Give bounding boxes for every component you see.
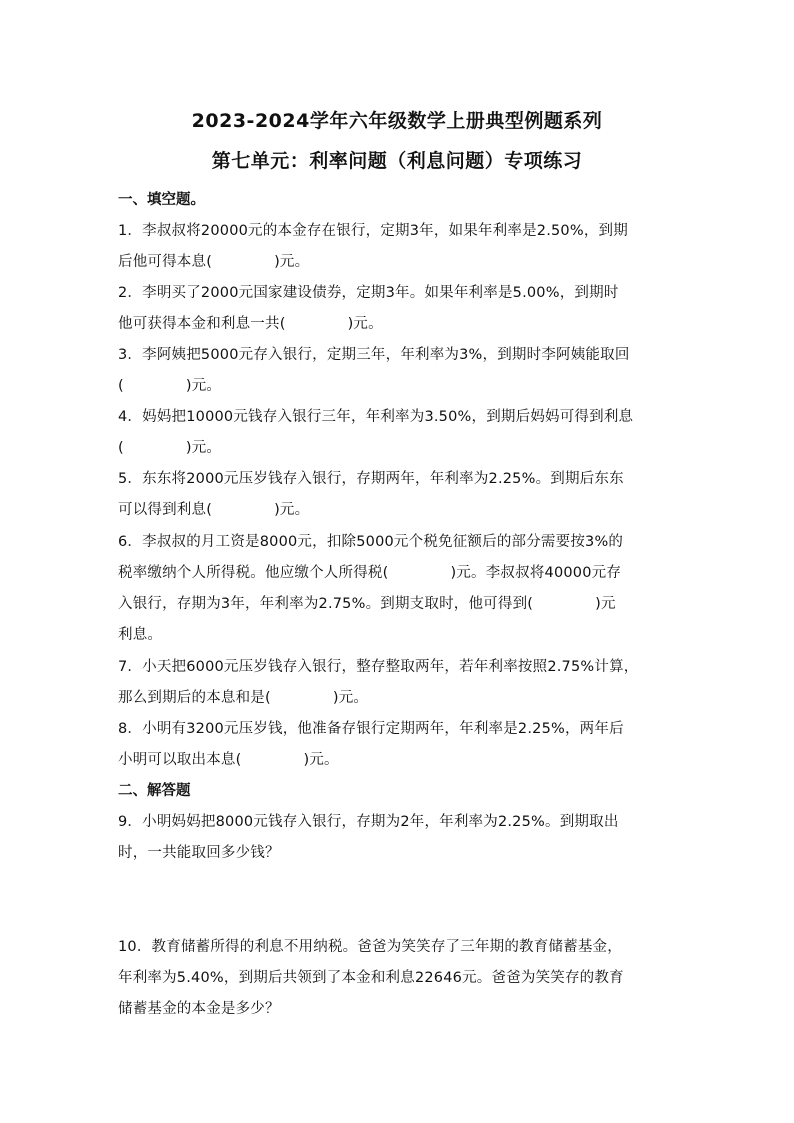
question-8-text-b: )元。: [303, 752, 339, 768]
question-2-line-1: 2．李明买了2000元国家建设债券，定期3年。如果年利率是5.00%，到期时: [118, 285, 619, 301]
question-6-line-3: [118, 592, 616, 613]
question-3-text-b: )元。: [185, 378, 222, 394]
question-6-text-b: )元。李叔叔将40000元存: [450, 565, 622, 581]
question-2-text-a: 他可获得本金和利息一共(: [118, 316, 286, 332]
question-2-line-2: [118, 312, 383, 333]
question-3-line-1: 3．李阿姨把5000元存入银行，定期三年，年利率为3%，到期时李阿姨能取回: [118, 347, 630, 363]
question-8-text-a: 小明可以取出本息(: [118, 752, 242, 768]
question-1-text-a: 后他可得本息(: [118, 254, 213, 270]
question-2-text-b: )元。: [347, 316, 383, 332]
question-7-text-a: 那么到期后的本息和是(: [118, 690, 271, 706]
question-8-line-1: 8．小明有3200元压岁钱，他准备存银行定期两年，年利率是2.25%，两年后: [118, 721, 624, 737]
question-10-line-1: 10．教育储蓄所得的利息不用纳税。爸爸为笑笑存了三年期的教育储蓄基金，: [118, 939, 622, 955]
question-5-text-b: )元。: [274, 502, 310, 518]
question-7-text-b: )元。: [332, 690, 369, 706]
question-1-line-2: [118, 250, 309, 271]
question-6-text-d: )元: [595, 596, 616, 612]
question-4-text-b: )元。: [185, 440, 222, 456]
question-4-text-a: (: [118, 440, 124, 456]
question-5-line-1: 5．东东将2000元压岁钱存入银行，存期两年，年利率为2.25%。到期后东东: [118, 471, 624, 487]
question-3-text-a: (: [118, 378, 124, 394]
question-6-text-c: 入银行，存期为3年，年利率为2.75%。到期支取时，他可得到(: [118, 596, 534, 612]
question-7-line-2: [118, 686, 368, 707]
question-1-text-b: )元。: [274, 254, 310, 270]
question-3-line-2: [118, 374, 221, 395]
question-9-line-2: 时，一共能取回多少钱？: [118, 845, 280, 861]
question-5-line-2: [118, 498, 309, 519]
question-7-line-1: 7．小天把6000元压岁钱存入银行，整存整取两年，若年利率按照2.75%计算，: [118, 659, 639, 675]
section-word-problems-heading: 二、解答题: [118, 783, 191, 799]
question-5-text-a: 可以得到利息(: [118, 502, 213, 518]
question-8-line-2: [118, 748, 339, 769]
question-6-text-a: 税率缴纳个人所得税。他应缴个人所得税(: [118, 565, 389, 581]
question-6-line-1: 6．李叔叔的月工资是8000元，扣除5000元个税免征额后的部分需要按3%的: [118, 534, 624, 550]
document-subtitle: 第七单元：利率问题（利息问题）专项练习: [211, 150, 583, 172]
question-10-line-2: 年利率为5.40%，到期后共领到了本金和利息22646元。爸爸为笑笑存的教育: [118, 970, 624, 986]
question-4-line-1: 4．妈妈把10000元钱存入银行三年，年利率为3.50%，到期后妈妈可得到利息: [118, 409, 634, 425]
question-6-line-2: [118, 561, 621, 582]
document-title: 2023-2024学年六年级数学上册典型例题系列: [191, 110, 603, 132]
question-1-line-1: 1．李叔叔将20000元的本金存在银行，定期3年，如果年利率是2.50%，到期: [118, 223, 628, 239]
section-fill-in-blanks-heading: 一、填空题。: [118, 192, 205, 208]
question-9-line-1: 9．小明妈妈把8000元钱存入银行，存期为2年，年利率为2.25%。到期取出: [118, 814, 619, 830]
question-10-line-3: 储蓄基金的本金是多少？: [118, 1001, 280, 1017]
question-4-line-2: [118, 436, 221, 457]
question-6-line-4: 利息。: [118, 627, 163, 643]
